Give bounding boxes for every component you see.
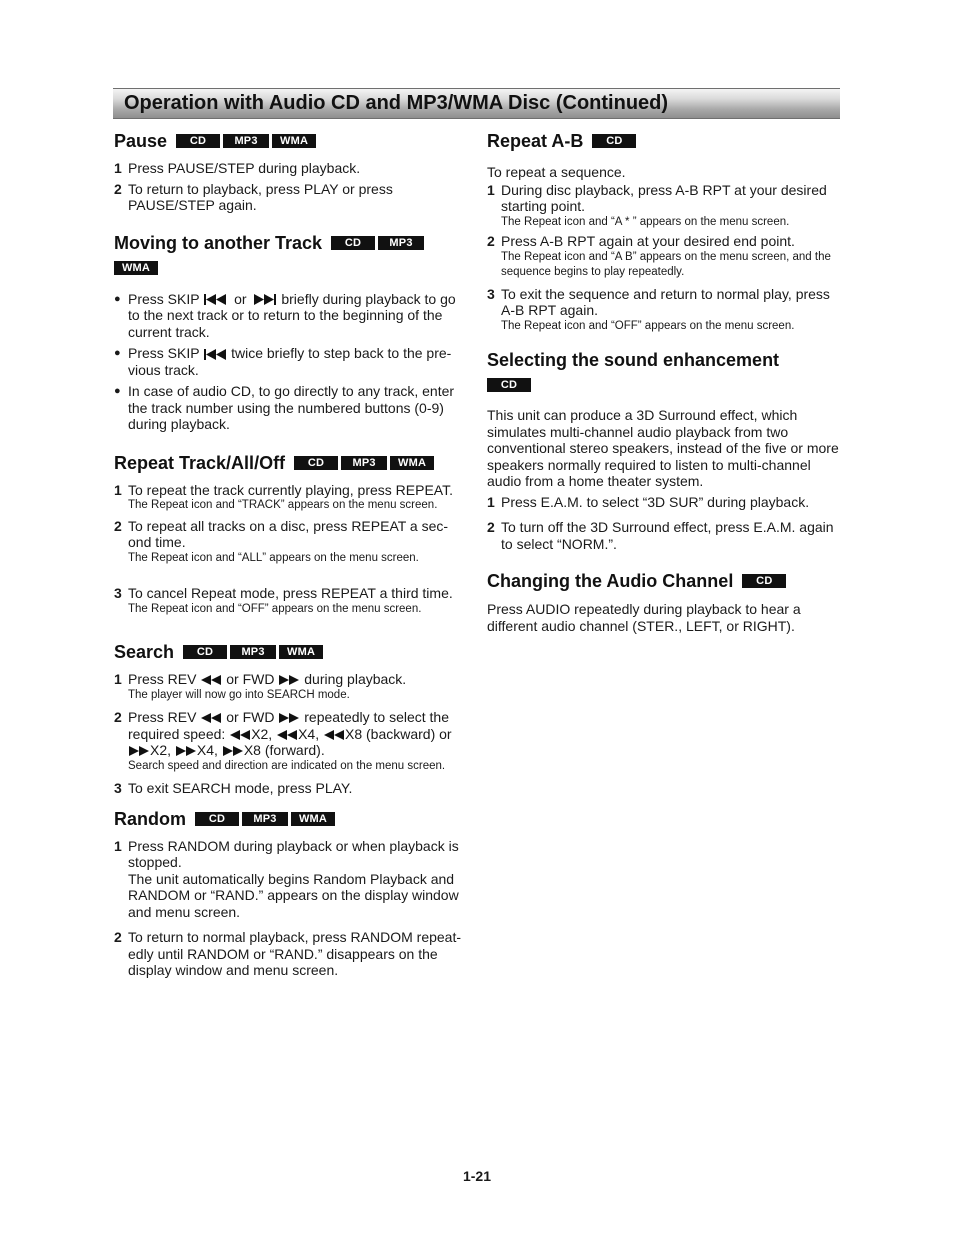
step-text: The unit automatically begins Random Playback and RANDOM or “RAND.” appears on the display window and menu screen. — [128, 870, 459, 920]
list-item — [114, 383, 466, 433]
search-section — [114, 641, 466, 797]
step-text: during playback. — [304, 671, 407, 687]
list-item — [487, 182, 839, 231]
list-item — [114, 671, 466, 703]
step-note: The Repeat icon and “TRACK” appears on the menu screen. — [128, 499, 438, 511]
step-text: To return to playback, press PLAY or press PAUSE/STEP again. — [128, 180, 393, 213]
rewind-icon — [276, 730, 298, 740]
cd-badge: CD — [183, 645, 227, 659]
audio-channel-section — [487, 570, 839, 634]
step-number: 1 — [114, 160, 122, 176]
step-note: Search speed and direction are indicated on the menu screen. — [128, 759, 446, 772]
list-item — [114, 181, 466, 214]
speed-label: X2, — [150, 742, 172, 758]
step-note: The Repeat icon and “A B” appears on the menu screen, and the sequence begins to play repeatedly. — [501, 250, 831, 278]
sound-section — [487, 349, 839, 552]
audio-channel-heading: Changing the Audio Channel — [487, 571, 734, 591]
pause-heading: Pause — [114, 131, 168, 151]
bullet-text: or — [234, 290, 247, 307]
step-number: 2 — [114, 929, 122, 945]
wma-badge: WMA — [291, 812, 335, 826]
step-text: Press PAUSE/STEP during playback. — [128, 160, 361, 176]
mp3-badge: MP3 — [341, 456, 387, 470]
bullet-icon: ● — [114, 385, 121, 397]
speed-label: X4, — [196, 742, 218, 758]
step-note: The Repeat icon and “OFF” appears on the menu screen. — [501, 319, 795, 332]
step-text: To turn off the 3D Surround effect, press E.A.M. again to select “NORM.”. — [501, 519, 834, 552]
list-item — [114, 838, 466, 921]
right-column — [487, 130, 839, 634]
bullet-icon: ● — [114, 292, 121, 305]
list-item — [487, 233, 839, 281]
step-text: To return to normal playback, press RANDOM repeat-edly until RANDOM or “RAND.” disappears on the display window and menu screen. — [128, 929, 462, 978]
repeat-track-heading: Repeat Track/All/Off — [114, 452, 286, 473]
sound-heading: Selecting the sound enhancement — [487, 350, 780, 370]
fast-forward-icon — [278, 713, 300, 723]
audio-channel-text: Press AUDIO repeatedly during playback to hear a different audio channel (STER., LEFT, or RIGHT). — [487, 601, 801, 634]
random-section — [114, 808, 466, 979]
repeat-track-section — [114, 452, 466, 618]
step-note: The player will now go into SEARCH mode. — [128, 688, 350, 701]
step-text: To cancel Repeat mode, press REPEAT a third time. — [128, 585, 453, 601]
step-number: 1 — [487, 181, 495, 198]
mp3-badge: MP3 — [378, 236, 424, 250]
mp3-badge: MP3 — [223, 134, 269, 148]
wma-badge: WMA — [279, 645, 323, 659]
step-number: 2 — [114, 709, 122, 725]
list-item — [114, 160, 466, 177]
cd-badge: CD — [487, 378, 531, 392]
moving-heading: Moving to another Track — [114, 232, 323, 253]
step-text: or FWD — [226, 709, 275, 725]
step-text: repeatedly to select the required speed: — [128, 709, 450, 742]
cd-badge: CD — [742, 574, 786, 588]
speed-label: X8 (backward) or — [345, 725, 452, 742]
bullet-text: In case of audio CD, to go directly to any track, enter the track number using the numbered buttons (0-9) during playback. — [128, 383, 455, 432]
list-item — [487, 494, 839, 511]
step-note: The Repeat icon and “ALL” appears on the menu screen. — [128, 551, 419, 564]
step-text: Press REV — [128, 671, 197, 687]
step-number: 2 — [114, 517, 122, 534]
page-title: Operation with Audio CD and MP3/WMA Disc (Continued) — [124, 92, 669, 114]
list-item — [114, 780, 466, 797]
moving-section — [114, 232, 466, 433]
skip-back-icon — [203, 349, 227, 360]
list-item — [487, 519, 839, 552]
wma-badge: WMA — [114, 261, 158, 275]
skip-back-icon — [203, 294, 227, 305]
list-item — [114, 709, 466, 774]
cd-badge: CD — [294, 456, 338, 470]
skip-forward-icon — [253, 294, 277, 305]
step-text: Press E.A.M. to select “3D SUR” during playback. — [501, 493, 810, 510]
step-text: During disc playback, press A-B RPT at your desired starting point. — [501, 181, 827, 214]
cd-badge: CD — [331, 236, 375, 250]
wma-badge: WMA — [272, 134, 316, 148]
repeat-ab-heading: Repeat A-B — [487, 131, 584, 151]
list-item — [114, 482, 466, 514]
fast-forward-icon — [175, 746, 197, 756]
bullet-text: Press SKIP — [128, 290, 200, 307]
search-heading: Search — [114, 642, 175, 662]
speed-label: X4, — [298, 725, 320, 742]
step-number: 1 — [114, 481, 122, 498]
step-number: 1 — [487, 493, 495, 510]
fast-forward-icon — [222, 746, 244, 756]
list-item — [114, 585, 466, 617]
page-number: 1-21 — [462, 1168, 492, 1184]
rewind-icon — [200, 713, 222, 723]
step-note: The Repeat icon and “A * ” appears on the menu screen. — [501, 215, 790, 228]
step-number: 2 — [114, 180, 122, 197]
bullet-text: Press SKIP — [128, 345, 200, 361]
rewind-icon — [229, 730, 251, 740]
bullet-icon: ● — [114, 347, 121, 359]
fast-forward-icon — [128, 746, 150, 756]
step-text: To repeat all tracks on a disc, press REPEAT a sec-ond time. — [128, 517, 449, 550]
step-note: The Repeat icon and “OFF” appears on the menu screen. — [128, 602, 422, 615]
step-number: 2 — [487, 519, 495, 535]
pause-section — [114, 130, 466, 214]
repeat-ab-section — [487, 130, 839, 334]
bullet-text: twice briefly to step back to the pre-vious track. — [128, 345, 452, 378]
speed-label: X8 (forward). — [243, 742, 325, 758]
rewind-icon — [323, 730, 345, 740]
left-column — [114, 130, 466, 979]
random-heading: Random — [114, 808, 186, 829]
fast-forward-icon — [278, 675, 300, 685]
cd-badge: CD — [195, 812, 239, 826]
step-number: 2 — [487, 233, 495, 249]
wma-badge: WMA — [390, 456, 434, 470]
cd-badge: CD — [176, 134, 220, 148]
step-text: To exit the sequence and return to normal play, press A-B RPT again. — [501, 285, 830, 318]
list-item — [487, 286, 839, 335]
step-text: Press REV — [128, 709, 197, 725]
list-item — [114, 291, 466, 341]
title-bar — [113, 88, 840, 119]
step-text: To exit SEARCH mode, press PLAY. — [128, 780, 353, 796]
step-text: Press A-B RPT again at your desired end point. — [501, 233, 795, 249]
step-number: 3 — [114, 585, 122, 601]
step-text: Press RANDOM during playback or when playback is stopped. — [128, 837, 459, 870]
step-number: 3 — [487, 285, 495, 302]
repeat-ab-intro: To repeat a sequence. — [487, 164, 626, 180]
list-item — [114, 345, 466, 378]
mp3-badge: MP3 — [242, 812, 288, 826]
cd-badge: CD — [592, 134, 636, 148]
list-item — [114, 929, 466, 979]
step-text: To repeat the track currently playing, press REPEAT. — [128, 481, 453, 498]
mp3-badge: MP3 — [230, 645, 276, 659]
list-item — [114, 518, 466, 567]
step-text: or FWD — [226, 671, 275, 687]
sound-intro: This unit can produce a 3D Surround effect, which simulates multi-channel audio playback from two conventional stereo speakers, instead of the five or more speakers normally required to listen to multi-channel audio from a home theater system. — [487, 407, 839, 489]
step-number: 1 — [114, 837, 122, 854]
step-number: 1 — [114, 671, 122, 687]
speed-label: X2, — [251, 725, 273, 742]
step-number: 3 — [114, 780, 122, 796]
rewind-icon — [200, 675, 222, 685]
bullet-text: briefly during playback to go to the next track or to return to the beginning of the current track. — [128, 290, 456, 340]
